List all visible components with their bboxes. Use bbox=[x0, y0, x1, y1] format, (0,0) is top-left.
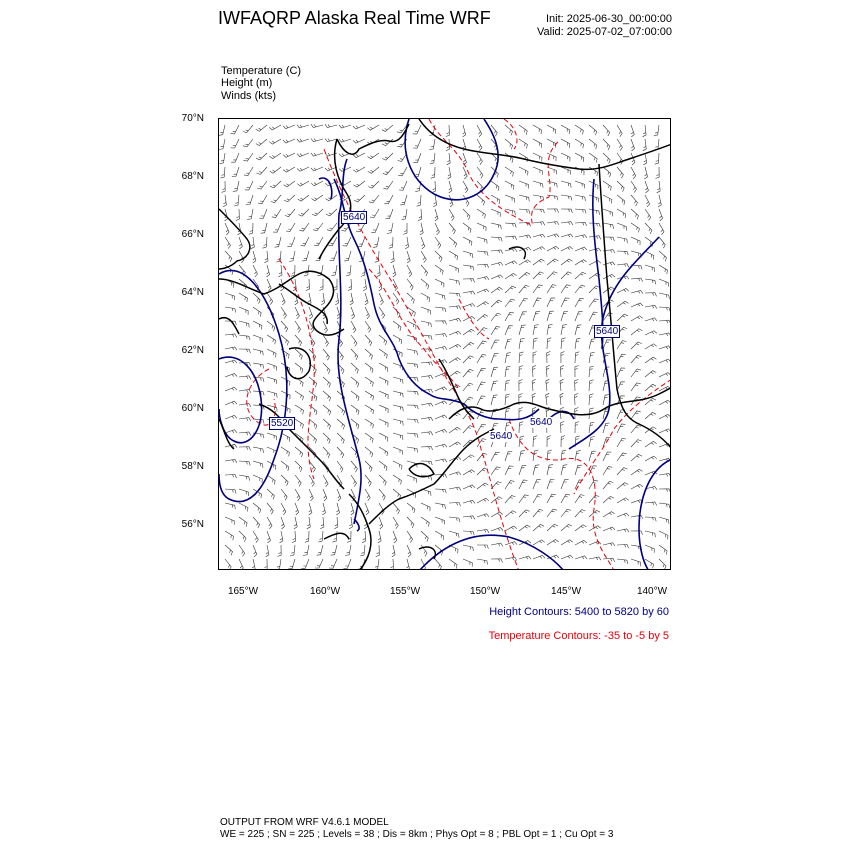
model-footer: OUTPUT FROM WRF V4.6.1 MODEL bbox=[220, 817, 389, 828]
valid-time: Valid: 2025-07-02_07:00:00 bbox=[537, 26, 672, 38]
lat-label-66n: 66°N bbox=[181, 229, 204, 240]
model-config-footer: WE = 225 ; SN = 225 ; Levels = 38 ; Dis = 8km ; Phys Opt = 8 ; PBL Opt = 1 ; Cu Opt = 3 bbox=[220, 829, 614, 840]
lat-label-68n: 68°N bbox=[181, 171, 204, 182]
time-info bbox=[537, 13, 672, 39]
temperature-contours bbox=[247, 119, 671, 570]
height-contour-label: 5640 bbox=[596, 326, 619, 337]
init-time: Init: 2025-06-30_00:00:00 bbox=[546, 13, 672, 25]
lat-label-64n: 64°N bbox=[181, 287, 204, 298]
field-temperature-label: Temperature (C) bbox=[221, 65, 302, 77]
lat-label-60n: 60°N bbox=[181, 403, 204, 414]
lon-label-145w: 145°W bbox=[550, 586, 582, 597]
temperature-contours-legend: Temperature Contours: -35 to -5 by 5 bbox=[488, 630, 669, 642]
height-contours-legend: Height Contours: 5400 to 5820 by 60 bbox=[489, 606, 669, 618]
height-contour-label: 5640 bbox=[343, 212, 366, 223]
height-contour-label: 5640 bbox=[490, 431, 513, 442]
coastlines bbox=[219, 119, 671, 570]
lon-label-165w: 165°W bbox=[227, 586, 259, 597]
lat-label-62n: 62°N bbox=[181, 345, 204, 356]
lat-label-58n: 58°N bbox=[181, 461, 204, 472]
lat-label-56n: 56°N bbox=[181, 519, 204, 530]
lon-label-140w: 140°W bbox=[636, 586, 668, 597]
height-contour-label: 5520 bbox=[271, 418, 294, 429]
lon-label-155w: 155°W bbox=[389, 586, 421, 597]
height-contour-label: 5640 bbox=[530, 417, 553, 428]
map-panel bbox=[218, 118, 671, 570]
lat-label-70n: 70°N bbox=[181, 113, 204, 124]
field-winds-label: Winds (kts) bbox=[221, 90, 276, 102]
lon-label-150w: 150°W bbox=[469, 586, 501, 597]
plot-title: IWFAQRP Alaska Real Time WRF bbox=[218, 8, 491, 28]
height-contours bbox=[219, 119, 671, 570]
lon-label-160w: 160°W bbox=[309, 586, 341, 597]
field-height-label: Height (m) bbox=[221, 77, 273, 89]
map-overlay bbox=[219, 119, 671, 570]
